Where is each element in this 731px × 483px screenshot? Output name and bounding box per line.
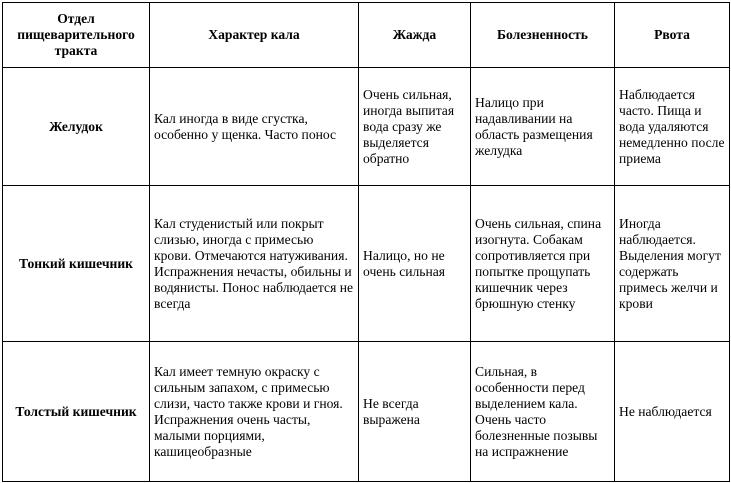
- header-vomiting: Рвота: [615, 3, 730, 68]
- header-pain: Болезненность: [471, 3, 615, 68]
- cell-vomiting: Иногда наблюдается. Выделения могут содержать примесь желчи и крови: [615, 186, 730, 342]
- header-thirst: Жажда: [359, 3, 471, 68]
- cell-thirst: Не всегда выражена: [359, 342, 471, 482]
- symptoms-table: [2, 2, 730, 482]
- table-row: [3, 68, 730, 186]
- cell-vomiting: Наблюдается часто. Пища и вода удаляются немедленно после приема: [615, 68, 730, 186]
- cell-stool: Кал студенистый или покрыт слизью, иногда с примесью крови. Отмечаются натуживания. Испражнения нечасты, обильны и водянисты. Понос наблюдается не всегда: [150, 186, 359, 342]
- cell-pain: Очень сильная, спина изогнута. Собакам сопротивляется при попытке прощупать кишечник через брюшную стенку: [471, 186, 615, 342]
- row-section-small-intestine: Тонкий кишечник: [3, 186, 150, 342]
- table-header-row: [3, 3, 730, 68]
- cell-pain: Сильная, в особенности перед выделением кала. Очень часто болезненные позывы на испражнение: [471, 342, 615, 482]
- cell-thirst: Очень сильная, иногда выпитая вода сразу же выделяется обратно: [359, 68, 471, 186]
- table-row: [3, 186, 730, 342]
- table-row: [3, 342, 730, 482]
- cell-vomiting: Не наблюдается: [615, 342, 730, 482]
- row-section-large-intestine: Толстый кишечник: [3, 342, 150, 482]
- cell-thirst: Налицо, но не очень сильная: [359, 186, 471, 342]
- cell-stool: Кал иногда в виде сгустка, особенно у щенка. Часто понос: [150, 68, 359, 186]
- cell-stool: Кал имеет темную окраску с сильным запахом, с примесью слизи, часто также крови и гноя. Испражнения очень часты, малыми порциями, кашицеобразные: [150, 342, 359, 482]
- cell-pain: Налицо при надавливании на область размещения желудка: [471, 68, 615, 186]
- header-section: Отдел пищеварительного тракта: [3, 3, 150, 68]
- header-stool: Характер кала: [150, 3, 359, 68]
- row-section-stomach: Желудок: [3, 68, 150, 186]
